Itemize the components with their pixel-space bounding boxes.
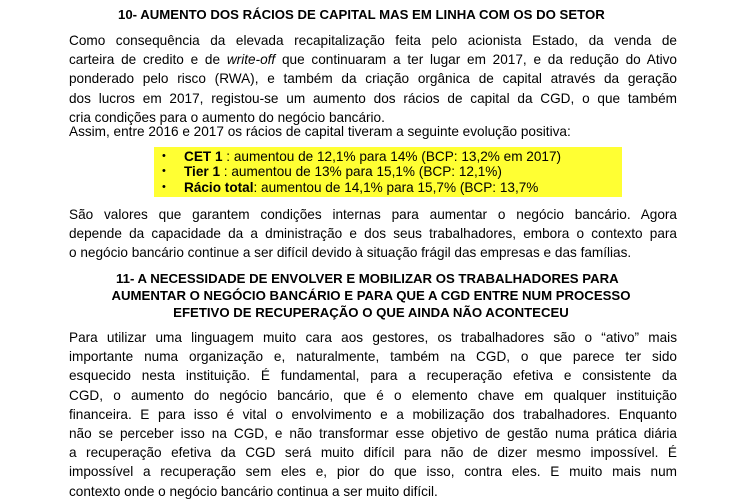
title-line: AUMENTAR O NEGÓCIO BANCÁRIO E PARA QUE A CGD ENTRE NUM PROCESSO: [111, 288, 631, 303]
paragraph-line: a recuperação efetiva da CGD será muito difícil para não de dizer mesmo impossível. É: [69, 445, 677, 461]
bullet-text: : aumentou de 12,1% para 14% (BCP: 13,2% em 2017): [222, 149, 562, 164]
paragraph-line: dos lucros em 2017, registou-se um aumento dos rácios de capital da CGD, o que também: [69, 90, 677, 106]
paragraph-line: importante numa organização e, naturalmente, também na CGD, o que parece ter sido: [69, 349, 677, 365]
paragraph-line: Como consequência da elevada recapitalização feita pelo acionista Estado, da venda de: [69, 33, 677, 48]
section-11-title: [0, 270, 742, 321]
paragraph-line: esquecido nesta instituição. É fundamental, para a recuperação efetiva e consistente da: [69, 368, 677, 384]
bullet-label: Tier 1: [184, 164, 221, 179]
text-run: que continuaram a ter lugar em 2017, e da redução do Ativo: [275, 52, 677, 68]
italic-term: write-off: [226, 52, 276, 68]
paragraph-line: [69, 50, 677, 69]
section-11-paragraph: [69, 328, 677, 501]
title-line: 11- A NECESSIDADE DE ENVOLVER E MOBILIZAR OS TRABALHADORES PARA: [116, 271, 619, 286]
paragraph-line: Para utilizar uma linguagem muito cara aos gestores, os trabalhadores são o “ativo” mais: [69, 330, 677, 345]
bullet-text: : aumentou de 13% para 15,1% (BCP: 12,1%): [220, 164, 502, 179]
section-10-title: 10- AUMENTO DOS RÁCIOS DE CAPITAL MAS EM LINHA COM OS DO SETOR: [118, 7, 605, 22]
section-10-paragraph-2: [69, 122, 689, 141]
paragraph-line: Assim, entre 2016 e 2017 os rácios de capital tiveram a seguinte evolução positiva:: [69, 124, 571, 139]
paragraph-line: impossível a recuperação sem eles e, pior do que isso, contra eles. E muito mais num: [69, 464, 677, 480]
text-run: carteira de credito e de: [69, 52, 227, 68]
paragraph-line: depende da capacidade da a dministração e dos seus trabalhadores, embora o contexto para: [69, 226, 677, 242]
bullet-icon: •: [162, 150, 166, 162]
paragraph-line: contexto onde o negócio bancário continua a ser muito difícil.: [69, 483, 438, 499]
paragraph-line: CGD, o aumento do negócio bancário, que é o elemento chave em qualquer instituição: [69, 387, 677, 403]
paragraph-line: ponderado pelo risco (RWA), e também da criação orgânica de capital através da geração: [69, 71, 677, 87]
paragraph-line: não se perceber isso na CGD, e não transformar esse objetivo de gestão numa prática diária: [69, 426, 677, 442]
paragraph-line: São valores que garantem condições internas para aumentar o negócio bancário. Agora: [69, 207, 677, 222]
bullet-text: : aumentou de 14,1% para 15,7% (BCP: 13,7%: [253, 180, 539, 195]
bullet-label: CET 1: [184, 149, 223, 164]
bullet-icon: •: [162, 181, 166, 193]
bullet-icon: •: [162, 165, 166, 177]
paragraph-line: o negócio bancário continue a ser difícil devido à situação frágil das empresas e das famílias.: [69, 245, 632, 261]
paragraph-line: cria condições para o aumento do negócio bancário.: [69, 109, 385, 125]
title-line: EFETIVO DE RECUPERAÇÃO O QUE AINDA NÃO ACONTECEU: [173, 305, 569, 320]
paragraph-line: financeira. E para isso é vital o envolvimento e a mobilização dos trabalhadores. Enquanto: [69, 406, 677, 422]
bullet-label: Rácio total: [184, 180, 254, 195]
section-10-paragraph-3: [69, 205, 677, 263]
section-10-paragraph-1: [69, 31, 677, 127]
